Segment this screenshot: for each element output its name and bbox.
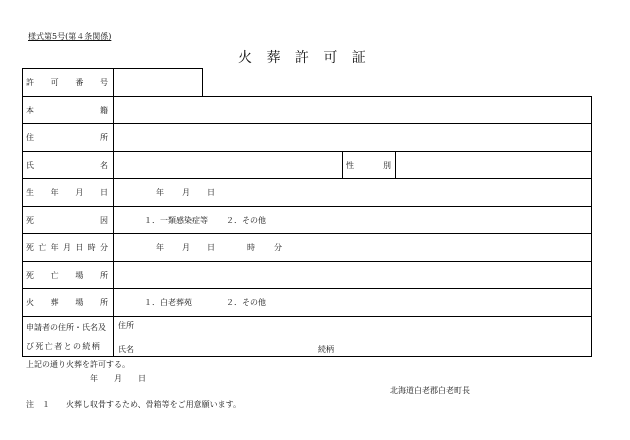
- sex-field[interactable]: [398, 153, 588, 177]
- cause-label-text: 死 因: [26, 215, 108, 225]
- sex-label: [346, 152, 391, 178]
- cremation-option-1[interactable]: １．白老葬苑: [144, 298, 192, 307]
- cremation-place-field[interactable]: [114, 289, 590, 316]
- cause-label: [26, 207, 108, 233]
- death-place-label-text: 死 亡 場 所: [26, 270, 108, 280]
- birthdate-label-text: 生 年 月 日: [26, 188, 108, 197]
- death-place-label: [26, 262, 108, 288]
- issue-date-day: 日: [138, 374, 146, 383]
- page-title: 火 葬 許 可 証: [238, 50, 371, 66]
- note-text: 火葬し収骨するため、骨箱等をご用意願います。: [66, 400, 242, 409]
- address-label-text: 住 所: [26, 133, 108, 142]
- permission-statement: 上記の通り火葬を許可する。: [26, 360, 130, 369]
- death-datetime-label: [26, 234, 108, 261]
- name-label: [26, 152, 108, 178]
- issue-date-month: 月: [114, 374, 122, 383]
- birthdate-field[interactable]: 年 月 日: [156, 188, 215, 197]
- cause-field[interactable]: [114, 207, 590, 233]
- cause-option-2[interactable]: ２．その他: [226, 215, 266, 225]
- applicant-label-line1: 申請者の住所・氏名及: [26, 323, 106, 332]
- applicant-relation-label: 続柄: [318, 345, 334, 354]
- honseki-field[interactable]: [116, 98, 588, 122]
- applicant-name-label: 氏名: [118, 345, 134, 354]
- birthdate-label: [26, 179, 108, 206]
- cremation-place-label: [26, 289, 108, 316]
- death-place-field[interactable]: [116, 263, 588, 287]
- honseki-label-text: 本 籍: [26, 105, 108, 115]
- honseki-label: [26, 97, 108, 123]
- cremation-place-label-text: 火 葬 場 所: [26, 298, 108, 307]
- death-datetime-label-text: 死 亡 年 月 日 時 分: [26, 243, 108, 252]
- cause-option-1[interactable]: １．一類感染症等: [144, 215, 208, 225]
- sex-label-text: 性 別: [346, 160, 391, 170]
- applicant-address-label: 住所: [118, 321, 134, 330]
- issuer-name: 北海道白老郡白老町長: [390, 386, 470, 395]
- permit-number-field[interactable]: [116, 70, 200, 95]
- permit-number-label: [26, 69, 108, 96]
- death-datetime-field[interactable]: 年 月 日 時 分: [156, 243, 282, 252]
- address-field[interactable]: [116, 125, 588, 150]
- permit-number-label-text: 許 可 番 号: [26, 78, 108, 87]
- applicant-label-line2: び死亡者との続柄: [26, 342, 102, 351]
- note-label: 注 １: [26, 400, 50, 409]
- address-label: [26, 124, 108, 151]
- name-label-text: 氏 名: [26, 160, 108, 170]
- name-field[interactable]: [116, 153, 340, 177]
- form-reference: 様式第5号(第４条関係): [28, 32, 112, 41]
- issue-date-year: 年: [90, 374, 98, 383]
- cremation-option-2[interactable]: ２．その他: [226, 298, 266, 307]
